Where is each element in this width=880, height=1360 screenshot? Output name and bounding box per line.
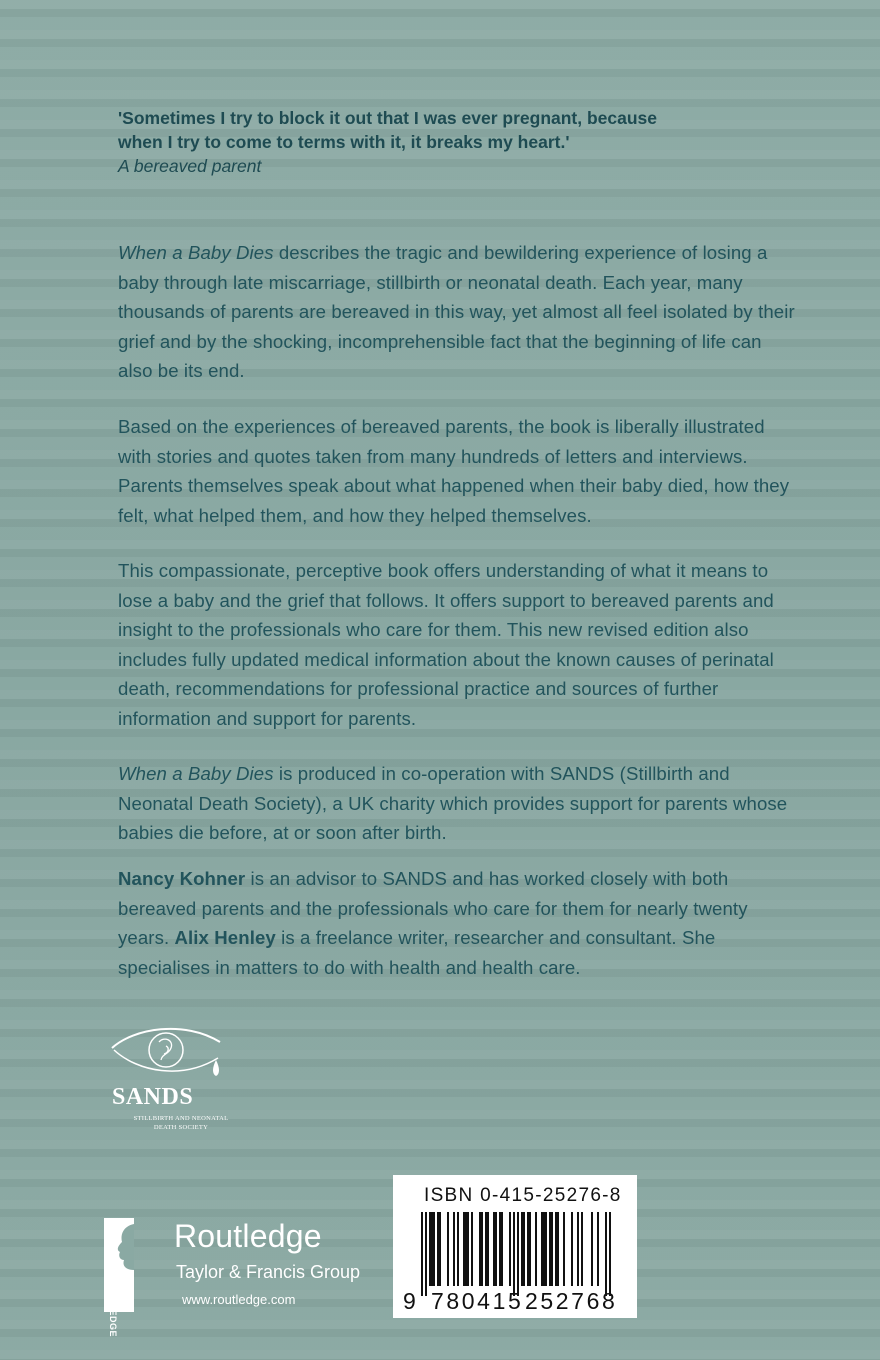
- barcode-bar: [605, 1212, 607, 1296]
- barcode-first-digit: 9: [403, 1288, 416, 1314]
- barcode-bar: [479, 1212, 481, 1286]
- barcode-bar: [493, 1212, 495, 1286]
- barcode-bar: [521, 1212, 523, 1286]
- barcode-bar: [509, 1212, 511, 1286]
- routledge-vertical-text: ROUTLEDGE: [108, 1276, 118, 1338]
- barcode-bar: [465, 1212, 467, 1286]
- sands-name: SANDS: [112, 1084, 194, 1110]
- barcode-bar: [543, 1212, 545, 1286]
- description-paragraph-1: [118, 238, 798, 386]
- barcode-bar: [447, 1212, 449, 1286]
- barcode-bar: [535, 1212, 537, 1286]
- barcode-bar: [577, 1212, 579, 1286]
- paragraph-3-text: This compassionate, perceptive book offers understanding of what it means to lose a baby and the grief that follows. It offers support to bereaved parents and insight to the professionals who care for them. This new revised edition also includes fully updated medical information about the known causes of perinatal death, recommendations for professional practice and sources of further information and support for parents.: [118, 560, 774, 729]
- barcode-bar: [463, 1212, 465, 1286]
- barcode-left-digits: 780415: [431, 1288, 524, 1314]
- barcode-bar: [429, 1212, 431, 1286]
- barcode-bar: [563, 1212, 565, 1286]
- isbn-label: ISBN 0-415-25276-8: [424, 1185, 622, 1206]
- barcode-bar: [545, 1212, 547, 1286]
- barcode-bar: [557, 1212, 559, 1286]
- book-title: When a Baby Dies: [118, 242, 274, 263]
- barcode-bar: [571, 1212, 573, 1286]
- publisher-name: Routledge: [174, 1218, 322, 1254]
- book-title: When a Baby Dies: [118, 763, 274, 784]
- sands-subtitle-line-2: DEATH SOCIETY: [153, 1124, 209, 1131]
- barcode-bar: [517, 1212, 519, 1296]
- barcode-bar: [609, 1212, 611, 1296]
- barcode-bar: [457, 1212, 459, 1286]
- barcode-right-digits: 252768: [525, 1288, 618, 1314]
- barcode-bar: [481, 1212, 483, 1286]
- barcode-bar: [431, 1212, 433, 1286]
- barcode-bar: [437, 1212, 439, 1286]
- epigraph-quote: [118, 106, 678, 178]
- barcode-bar: [425, 1212, 427, 1296]
- barcode-bar: [471, 1212, 473, 1286]
- barcode-bar: [591, 1212, 593, 1286]
- barcode-bar: [555, 1212, 557, 1286]
- paragraph-4-text: is produced in co-operation with SANDS (Stillbirth and Neonatal Death Society), a UK charity which provides support for parents whose babies die before, at or soon after birth.: [118, 763, 788, 843]
- description-paragraph-4: [118, 759, 798, 848]
- barcode-bar: [541, 1212, 543, 1286]
- author-bio-paragraph: [118, 864, 798, 982]
- barcode-bar: [523, 1212, 525, 1286]
- barcode-bar: [549, 1212, 551, 1286]
- quote-attribution: A bereaved parent: [118, 156, 262, 176]
- barcode-bar: [597, 1212, 599, 1286]
- publisher-url: www.routledge.com: [182, 1292, 296, 1307]
- sands-subtitle-line-1: STILLBIRTH AND NEONATAL: [133, 1115, 229, 1122]
- barcode-bar: [527, 1212, 529, 1286]
- barcode-bar: [453, 1212, 455, 1286]
- sands-eye-icon: [104, 1020, 240, 1090]
- author-name-2: Alix Henley: [174, 927, 276, 948]
- publisher-group: Taylor & Francis Group: [176, 1262, 361, 1282]
- barcode-bar: [581, 1212, 583, 1286]
- sands-logo: [104, 1020, 240, 1140]
- barcode-bar: [513, 1212, 515, 1296]
- description-paragraph-3: [118, 556, 798, 733]
- barcode-bar: [485, 1212, 487, 1286]
- barcode-bar: [529, 1212, 531, 1286]
- barcode-bar: [433, 1212, 435, 1286]
- author-bio-2: is a freelance writer, researcher and consultant. She specialises in matters to do with health and health care.: [118, 927, 716, 978]
- barcode-bar: [421, 1212, 423, 1296]
- sands-subtitle: [116, 1114, 246, 1132]
- author-name-1: Nancy Kohner: [118, 868, 246, 889]
- barcode-bar: [487, 1212, 489, 1286]
- barcode-bar: [551, 1212, 553, 1286]
- quote-line-1: 'Sometimes I try to block it out that I was ever pregnant, because: [118, 108, 658, 128]
- barcode-bar: [495, 1212, 497, 1286]
- barcode-bar: [501, 1212, 503, 1286]
- routledge-logo: [104, 1218, 404, 1338]
- paragraph-1-text: describes the tragic and bewildering experience of losing a baby through late miscarriage, stillbirth or neonatal death. Each year, many thousands of parents are bereaved in this way, yet almost all feel isolated by their grief and by the shocking, incomprehensible fact that the beginning of life can also be its end.: [118, 242, 795, 381]
- barcode-bar: [439, 1212, 441, 1286]
- paragraph-2-text: Based on the experiences of bereaved parents, the book is liberally illustrated with stories and quotes taken from many hundreds of letters and interviews. Parents themselves speak about what happened when their baby died, how they felt, what helped them, and how they helped themselves.: [118, 416, 790, 526]
- author-bio-1: is an advisor to SANDS and has worked closely with both bereaved parents and the professionals who care for them for nearly twenty years.: [118, 868, 748, 948]
- barcode-bar: [467, 1212, 469, 1286]
- description-paragraph-2: [118, 412, 798, 530]
- isbn-barcode: [393, 1175, 637, 1318]
- barcode-bar: [499, 1212, 501, 1286]
- quote-line-2: when I try to come to terms with it, it breaks my heart.': [118, 132, 570, 152]
